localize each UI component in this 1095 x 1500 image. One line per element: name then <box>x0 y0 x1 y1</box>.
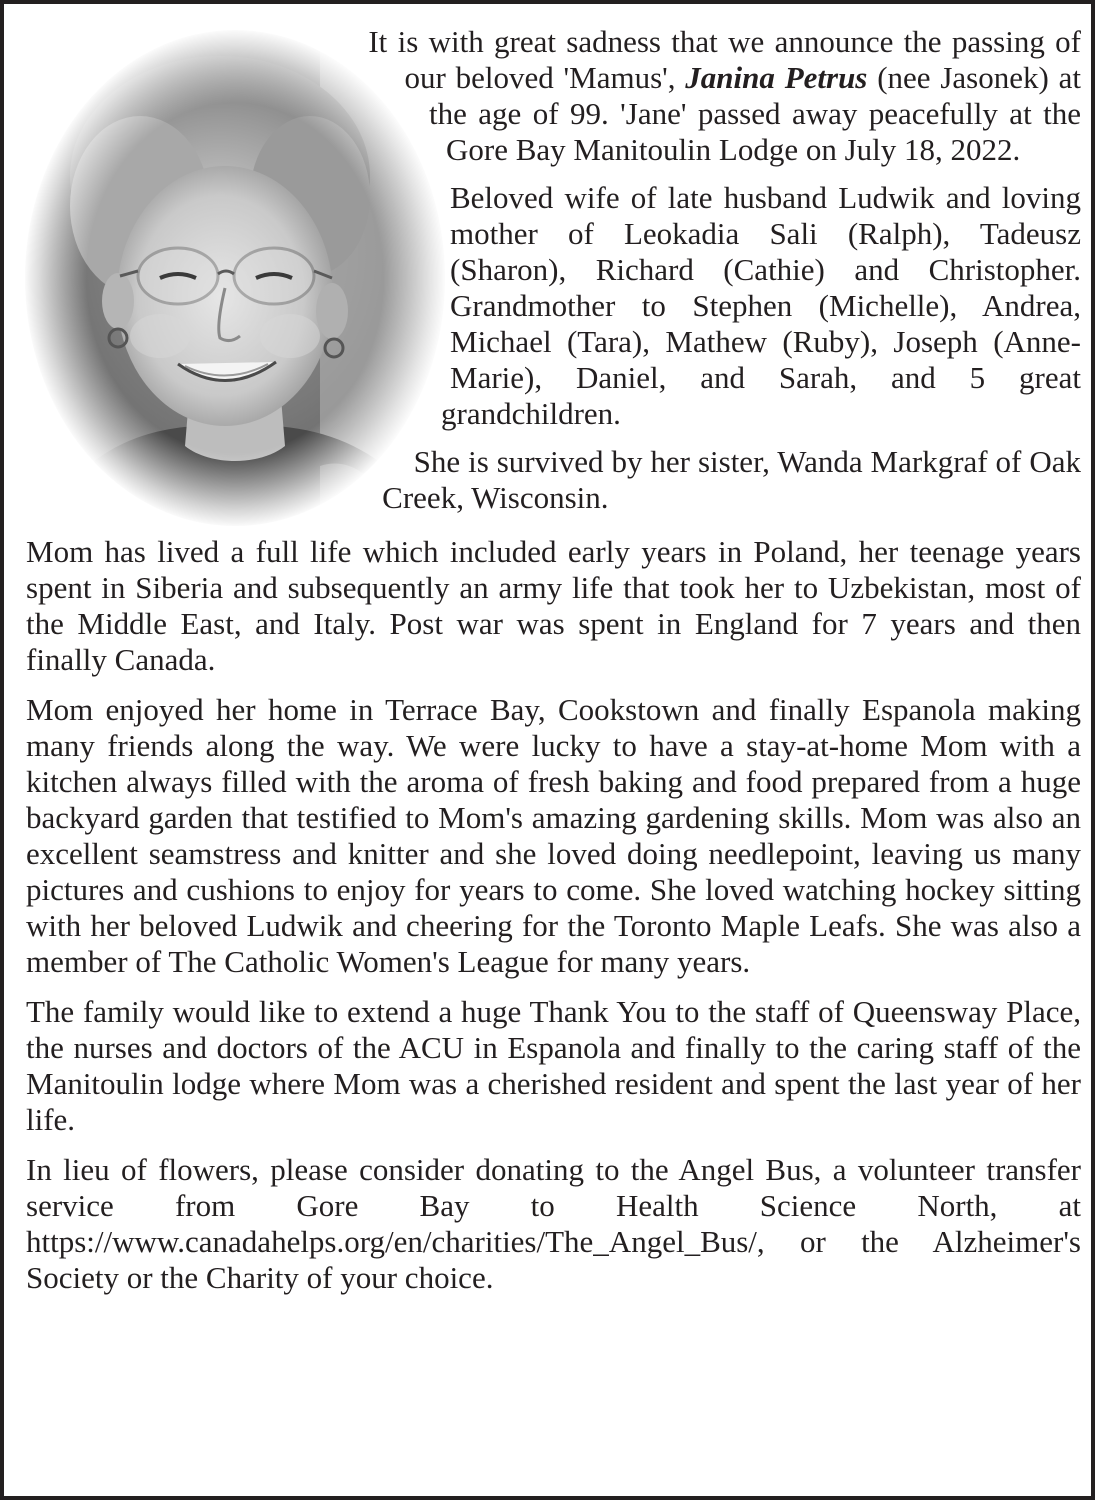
announcement-text: It is with great sadness that we announce the passing of our beloved 'Mamus', <box>368 24 1081 95</box>
home-life-paragraph: Mom enjoyed her home in Terrace Bay, Cookstown and finally Espanola making many friends along the way. We were lucky to have a stay-at-home Mom with a kitchen always filled with the aroma of fresh baking and food prepared from a huge backyard garden that testified to Mom's amazing gardening skills. Mom was also an excellent seamstress and knitter and she loved doing needlepoint, leaving us many pictures and cushions to enjoy for years to come. She loved watching hockey sitting with her beloved Ludwik and cheering for the Toronto Maple Leafs. She was also a member of The Catholic Women's League for many years. <box>26 692 1081 979</box>
portrait-photo <box>20 26 450 531</box>
announcement-text-continued: (nee Jasonek) at the age of 99. 'Jane' passed away peacefully at the Gore Bay Manitoulin Lodge on July 18, 2022. <box>428 60 1081 167</box>
life-story-paragraph: Mom has lived a full life which included early years in Poland, her teenage years spent in Siberia and subsequently an army life that took her to Uzbekistan, most of the Middle East, and Italy. Post war was spent in England for 7 years and then finally Canada. <box>26 534 1081 677</box>
survived-by-paragraph: She is survived by her sister, Wanda Markgraf of Oak Creek, Wisconsin. <box>382 444 1081 515</box>
deceased-name: Janina Petrus <box>685 60 868 95</box>
thank-you-paragraph: The family would like to extend a huge Thank You to the staff of Queensway Place, the nurses and doctors of the ACU in Espanola and finally to the caring staff of the Manitoulin lodge where Mom was a cherished resident and spent the last year of her life. <box>26 994 1081 1137</box>
obituary-content <box>26 24 1081 1310</box>
donation-paragraph: In lieu of flowers, please consider donating to the Angel Bus, a volunteer transfer service from Gore Bay to Health Science North, at https://www.canadahelps.org/en/charities/The_Angel_Bus/, or the Alzheimer's Society or the Charity of your choice. <box>26 1152 1081 1295</box>
obituary-body <box>26 534 1081 1296</box>
family-paragraph: Beloved wife of late husband Ludwik and loving mother of Leokadia Sali (Ralph), Tadeusz (Sharon), Richard (Cathie) and Christopher. Grandmother to Stephen (Michelle), Andrea, Michael (Tara), Mathew (Ruby), Joseph (Anne-Marie), Daniel, and Sarah, and 5 great grandchildren. <box>441 180 1081 431</box>
